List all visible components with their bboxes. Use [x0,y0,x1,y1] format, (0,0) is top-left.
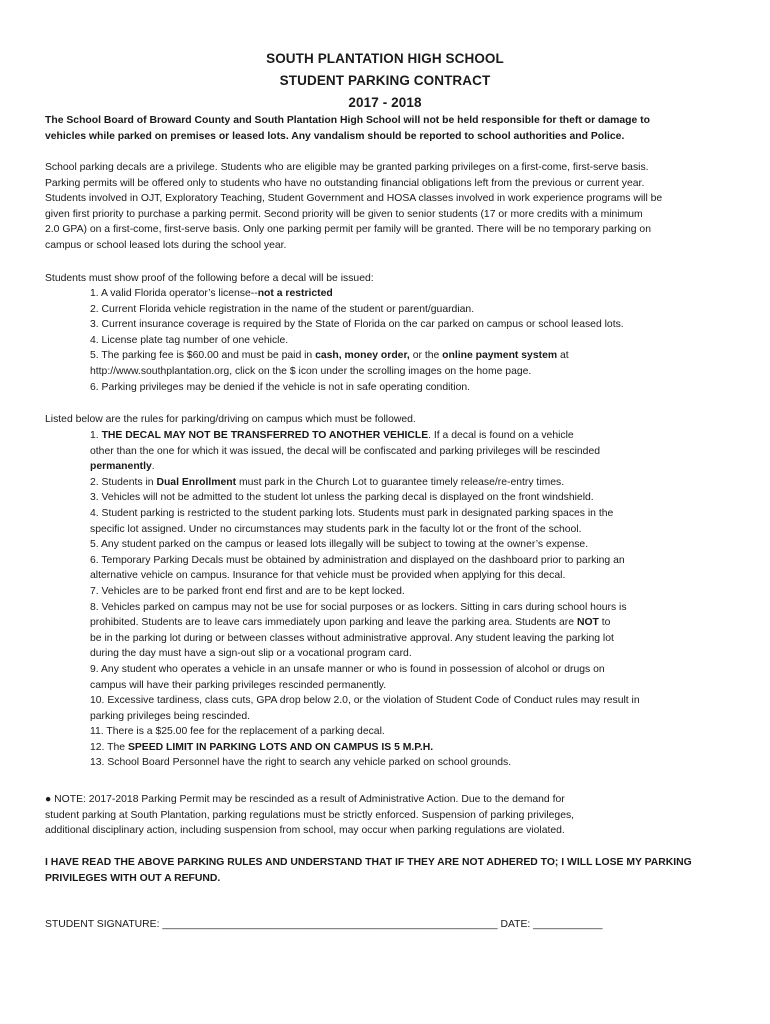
proof-item-1: 1. A valid Florida operator’s license--not a restricted [90,288,333,299]
payment-url: http://www.southplantation.org, click on the $ icon under the scrolling images on the home page. [90,365,532,377]
proof-item-5: 5. The parking fee is $60.00 and must be paid in cash, money order, or the online payment system at [90,350,569,362]
school-name: SOUTH PLANTATION HIGH SCHOOL [266,51,504,66]
intro-paragraph: School parking decals are a privilege. Students who are eligible may be granted parking privileges on a first-come, first-serve basis. Parking permits will be offered only to students who have no outstanding financial obligations left from the previous or current year. Students involved in OJT, Exploratory Teaching, Student Government and HOSA classes involved in work experience programs will be given first priority to purchase a parking permit. Second priority will be given to senior students (17 or more credits with a minimum 2.0 GPA) on a first-come, first-serve basis. Only one parking permit per family will be granted. There will be no temporary parking on campus or school leased lots during the school year. [45,162,663,251]
rule-3: 3. Vehicles will not be admitted to the student lot unless the parking decal is displayed on the front windshield. [90,492,594,504]
student-signature-field[interactable]: STUDENT SIGNATURE: __________________________________________________________ [45,919,498,930]
rule-2: 2. Students in Dual Enrollment must park in the Church Lot to guarantee timely release/re-entry times. [90,476,565,488]
proof-list [90,286,730,395]
rule-9: 9. Any student who operates a vehicle in an unsafe manner or who is found in possession of alcohol or drugs on [90,663,605,675]
rules-list: 1. THE DECAL MAY NOT BE TRANSFERRED TO ANOTHER VEHICLE. If a decal is found on a vehicle other than the one for which it was issued, the decal will be confiscated and parking privileges will be rescinded permanently. 2. Students in Dual Enrollment must park in the Church Lot to guarantee timely release/re-entry times. 3. Vehicles will not be admitted to the student lot unless the parking decal is displayed on the front windshield. 4. Student parking is restricted to the student parking lots. Students must park in designated parking spaces in the specific lot assigned. Under no circumstances may students park in the faculty lot or the front of the school. 5. Any student parked on the campus or leased lots illegally will be subject to towing at the owner’s expense. 6. Temporary Parking Decals must be obtained by administration and displayed on the dashboard prior to parking an alternative vehicle on campus. Insurance for that vehicle must be provided when applying for this decal. 7. Vehicles are to be parked front end first and are to be kept locked. 8. Vehicles parked on campus may not be use for social purposes or as lockers. Sitting in cars during school hours is prohibited. Students are to leave cars immediately upon parking and leave the parking area. Students are NOT to be in the parking lot during or between classes without administrative approval. Any student leaving the parking lot during the day must have a sign-out slip or a vocational program card. 9. Any student who operates a vehicle in an unsafe manner or who is found in possession of alcohol or drugs on campus will have their parking privileges rescinded permanently. 10. Excessive tardiness, class cuts, GPA drop below 2.0, or the violation of Student Code of Conduct rules may result in parking privileges being rescinded. 11. There is a $25.00 fee for the replacement of a parking decal. 12. The SPEED LIMIT IN PARKING LOTS AND ON CAMPUS IS 5 M.P.H. 13. School Board Personnel have the right to search any vehicle parked on school grounds. [90,428,730,771]
liability-disclaimer: The School Board of Broward County and South Plantation High School will not be held responsible for theft or damage to vehicles while parked on premises or leased lots. Any vandalism should be reported to school authorities and Police. [45,115,650,142]
date-field[interactable]: DATE: ____________ [497,919,603,930]
document-title: STUDENT PARKING CONTRACT [279,73,491,88]
proof-heading: Students must show proof of the following before a decal will be issued: [45,273,374,284]
rule-12: 12. The SPEED LIMIT IN PARKING LOTS AND ON CAMPUS IS 5 M.P.H. [90,741,434,753]
rule-11: 11. There is a $25.00 fee for the replacement of a parking decal. [90,726,385,738]
rule-7: 7. Vehicles are to be parked front end first and are to be kept locked. [90,585,405,597]
rule-1: 1. THE DECAL MAY NOT BE TRANSFERRED TO ANOTHER VEHICLE. If a decal is found on a vehicle [90,430,574,441]
acknowledgement-statement: I HAVE READ THE ABOVE PARKING RULES AND UNDERSTAND THAT IF THEY ARE NOT ADHERED TO; I WILL LOSE MY PARKING PRIVILEGES WITH OUT A REFUND. [45,857,692,884]
rules-heading: Listed below are the rules for parking/driving on campus which must be followed. [45,414,416,425]
rule-13: 13. School Board Personnel have the right to search any vehicle parked on school grounds. [90,757,512,769]
rule-4: 4. Student parking is restricted to the student parking lots. Students must park in designated parking spaces in the [90,507,614,519]
signature-line[interactable] [45,919,603,930]
rule-6: 6. Temporary Parking Decals must be obtained by administration and displayed on the dashboard prior to parking an [90,554,625,566]
proof-item-6: 6. Parking privileges may be denied if the vehicle is not in safe operating condition. [90,381,471,393]
school-year: 2017 - 2018 [348,95,422,110]
proof-item-4: 4. License plate tag number of one vehicle. [90,334,289,346]
rule-8: 8. Vehicles parked on campus may not be use for social purposes or as lockers. Sitting in cars during school hours is [90,601,627,613]
proof-item-2: 2. Current Florida vehicle registration in the name of the student or parent/guardian. [90,303,475,315]
rule-10: 10. Excessive tardiness, class cuts, GPA drop below 2.0, or the violation of Student Code of Conduct rules may result in [90,695,640,707]
proof-item-3: 3. Current insurance coverage is required by the State of Florida on the car parked on campus or school leased lots. [90,319,624,331]
rule-5: 5. Any student parked on the campus or leased lots illegally will be subject to towing at the owner’s expense. [90,539,589,551]
administrative-note: ● NOTE: 2017-2018 Parking Permit may be rescinded as a result of Administrative Action. Due to the demand for student parking at South Plantation, parking regulations must be strictly enforced. Suspension of parking privileges, additional disciplinary action, including suspension from school, may occur when parking regulations are violated. [45,794,575,837]
